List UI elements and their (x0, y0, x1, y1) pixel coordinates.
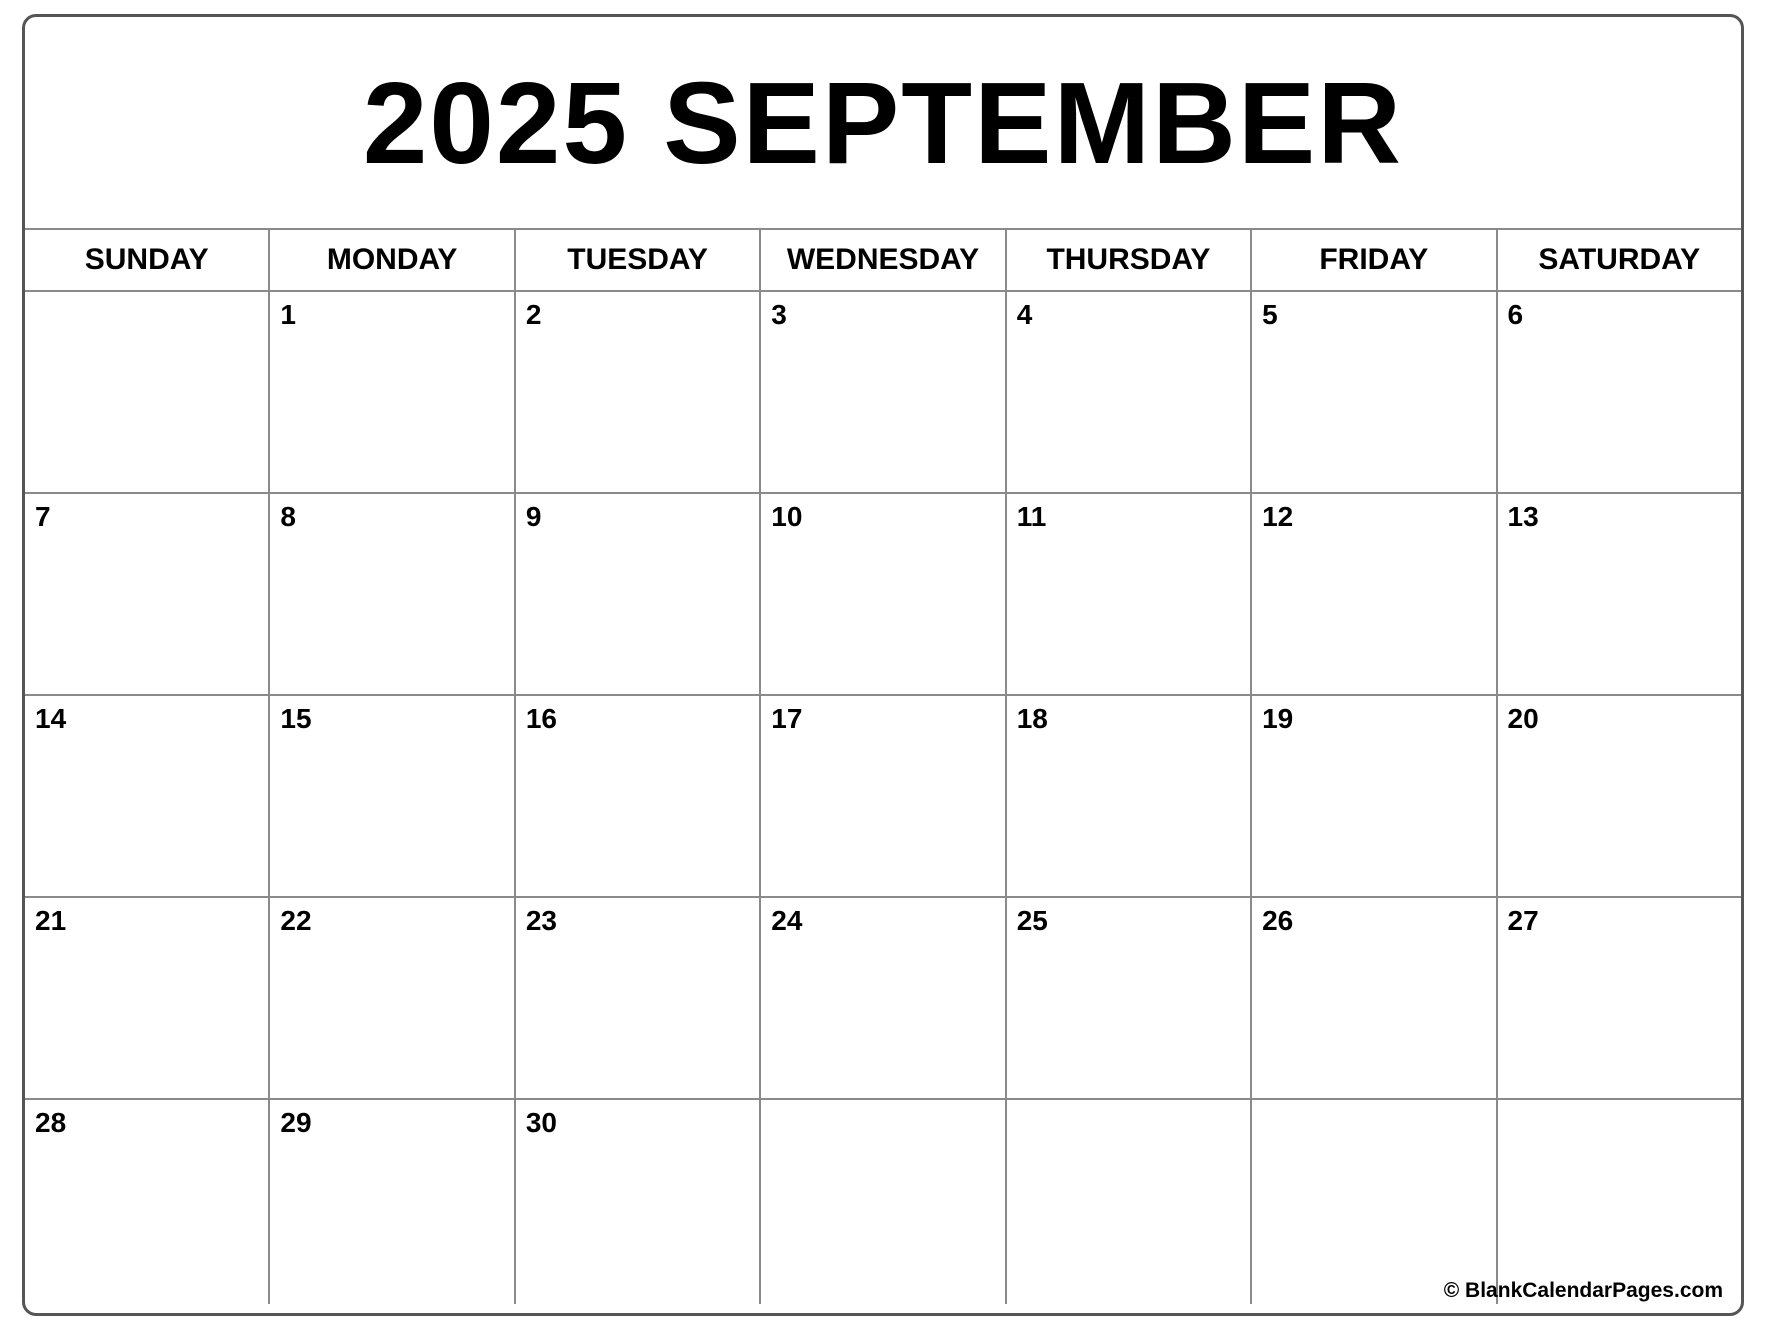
day-cell[interactable] (1007, 696, 1252, 896)
day-cell[interactable] (516, 696, 761, 896)
calendar-week-row (25, 898, 1741, 1100)
day-number: 1 (280, 299, 296, 330)
day-number: 17 (771, 703, 803, 734)
day-number: 16 (525, 703, 557, 734)
calendar-week-row (25, 696, 1741, 898)
calendar-week-row (25, 292, 1741, 494)
day-cell[interactable] (270, 898, 515, 1098)
day-number: 25 (1016, 905, 1048, 936)
calendar-title-bar (25, 17, 1741, 230)
weekday-header-saturday: SATURDAY (1538, 243, 1701, 276)
day-number: 30 (525, 1107, 557, 1138)
weekday-header-friday: FRIDAY (1252, 230, 1497, 290)
day-cell[interactable] (1498, 898, 1741, 1098)
day-cell[interactable] (1498, 696, 1741, 896)
weekday-header-thursday: THURSDAY (1007, 230, 1252, 290)
day-cell[interactable] (1252, 292, 1497, 492)
day-number: 3 (771, 299, 787, 330)
day-number: 13 (1507, 501, 1539, 532)
day-cell[interactable] (761, 1100, 1006, 1304)
day-cell[interactable] (516, 292, 761, 492)
day-number: 19 (1262, 703, 1294, 734)
day-cell[interactable] (1007, 1100, 1252, 1304)
weekday-header-row (25, 230, 1741, 292)
day-number: 9 (525, 501, 542, 532)
calendar-week-row (25, 494, 1741, 696)
day-cell[interactable] (516, 494, 761, 694)
day-number: 15 (280, 703, 312, 734)
day-cell[interactable] (1498, 1100, 1741, 1304)
day-number: 8 (280, 501, 296, 532)
day-number: 22 (280, 905, 312, 936)
day-number: 27 (1507, 905, 1539, 936)
day-number: 5 (1262, 299, 1278, 330)
day-cell[interactable] (270, 696, 515, 896)
day-cell[interactable] (1007, 292, 1252, 492)
day-cell[interactable] (25, 1100, 270, 1304)
day-number: 18 (1016, 703, 1048, 734)
day-cell[interactable] (25, 696, 270, 896)
day-cell[interactable] (1007, 898, 1252, 1098)
calendar (22, 14, 1744, 1316)
day-number: 21 (35, 905, 67, 936)
day-number: 29 (280, 1107, 312, 1138)
day-cell[interactable] (516, 1100, 761, 1304)
day-number: 6 (1507, 299, 1524, 330)
day-number: 14 (35, 703, 67, 734)
day-number: 26 (1262, 905, 1294, 936)
day-number: 10 (771, 501, 803, 532)
day-cell[interactable] (761, 494, 1006, 694)
day-number: 20 (1507, 703, 1539, 734)
day-cell[interactable] (1252, 898, 1497, 1098)
day-cell[interactable] (1252, 1100, 1497, 1304)
weekday-header-sunday: SUNDAY (25, 230, 270, 290)
day-number: 11 (1016, 501, 1047, 532)
weekday-header-monday: MONDAY (270, 230, 515, 290)
day-cell[interactable] (761, 292, 1006, 492)
calendar-week-row (25, 1100, 1741, 1304)
day-number: 7 (35, 501, 51, 532)
day-cell[interactable] (25, 494, 270, 694)
day-cell[interactable] (1252, 494, 1497, 694)
day-cell[interactable] (1498, 494, 1741, 694)
day-cell[interactable] (270, 292, 515, 492)
site-credit: © BlankCalendarPages.com (1443, 1279, 1723, 1302)
weekday-header-tuesday: TUESDAY (516, 230, 761, 290)
day-number: 4 (1016, 299, 1033, 330)
day-cell[interactable] (270, 494, 515, 694)
weekday-header-wednesday: WEDNESDAY (761, 230, 1006, 290)
day-cell[interactable] (1498, 292, 1741, 492)
day-cell[interactable] (761, 898, 1006, 1098)
day-number: 23 (525, 905, 557, 936)
day-cell[interactable] (25, 898, 270, 1098)
day-number: 24 (771, 905, 803, 936)
day-cell[interactable] (25, 292, 270, 492)
day-number: 2 (525, 299, 542, 330)
day-number: 12 (1262, 501, 1294, 532)
page-title: 2025 SEPTEMBER (362, 57, 1404, 188)
day-cell[interactable] (1252, 696, 1497, 896)
day-cell[interactable] (1007, 494, 1252, 694)
day-number: 28 (35, 1107, 67, 1138)
day-cell[interactable] (761, 696, 1006, 896)
day-cell[interactable] (270, 1100, 515, 1304)
day-cell[interactable] (516, 898, 761, 1098)
